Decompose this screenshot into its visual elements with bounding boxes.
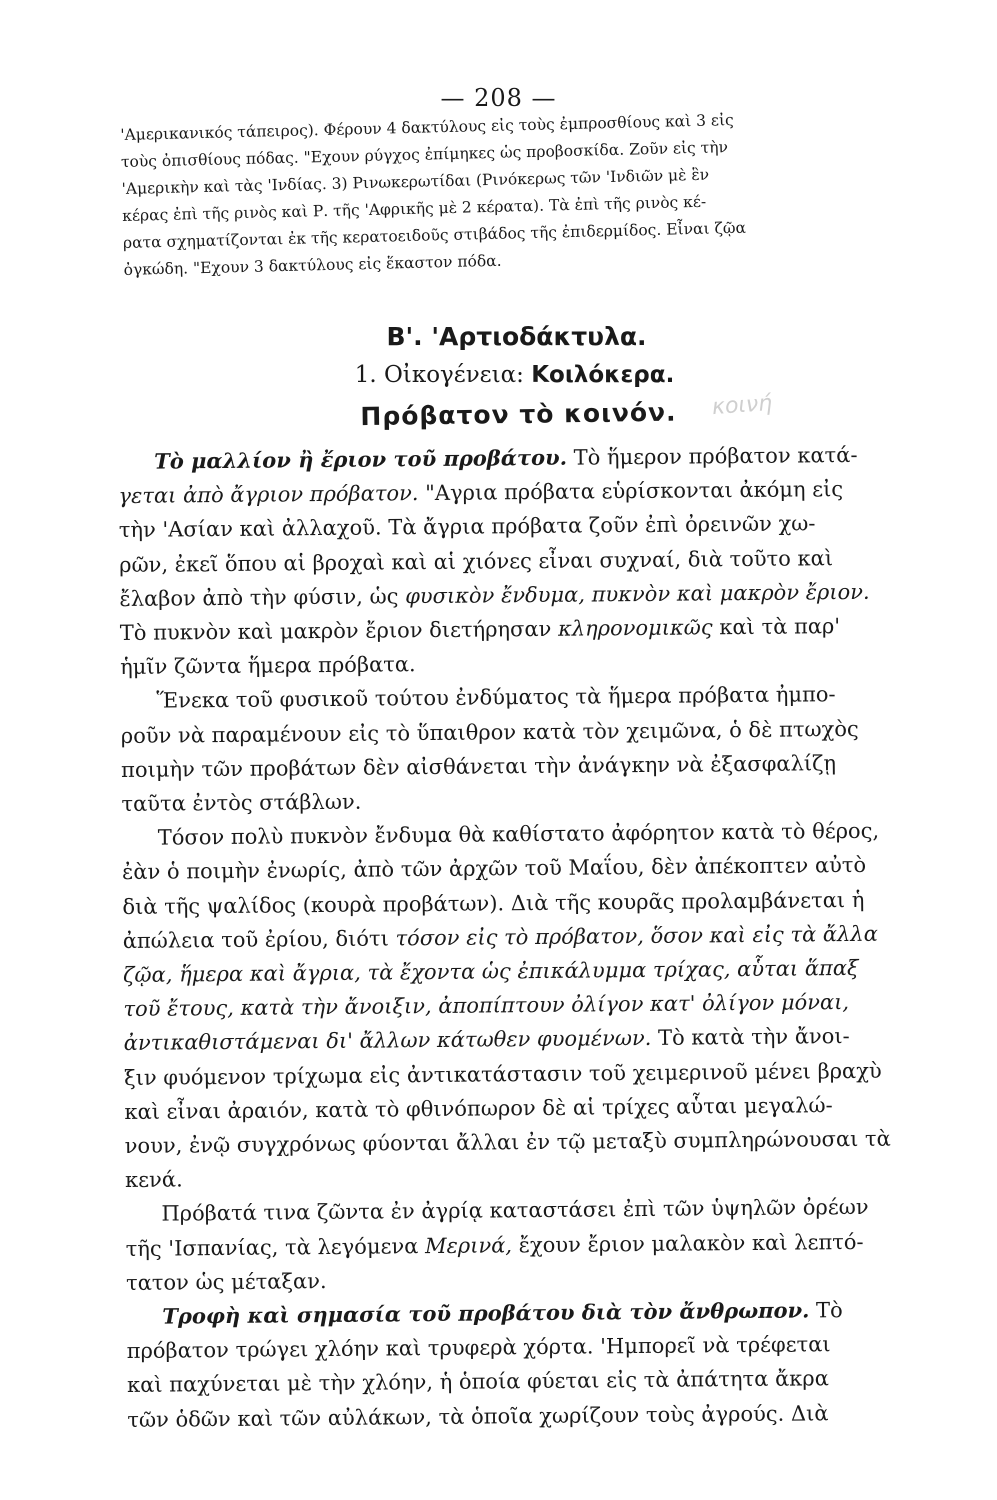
page-title: Πρόβατον τὸ κοινόν.: [360, 397, 677, 432]
text-line: ἡμῖν ζῶντα ἥμερα πρόβατα.: [120, 652, 416, 680]
text-line: Ἕνεκα τοῦ φυσικοῦ τούτου ἐνδύματος τὰ ἥμερα πρόβατα ἠμπο-: [156, 682, 836, 714]
text-line: κενά.: [124, 1167, 183, 1193]
text-line: ρατα σχηματίζονται ἐκ τῆς κερατοειδοῦς στιβάδος τῆς ἐπιδερμίδος. Εἶναι ζῷα: [122, 218, 747, 252]
text-line: ξιν φυόμενον τρίχωμα εἰς ἀντικατάστασιν τοῦ χειμερινοῦ μένει βραχὺ: [123, 1058, 882, 1090]
body-text: [118, 437, 959, 1437]
section-heading: Β'. 'Αρτιοδάκτυλα.: [386, 322, 647, 351]
text-line: γεται ἀπὸ ἄγριον πρόβατον. "Αγρια πρόβατα εὑρίσκονται ἀκόμη εἰς: [118, 477, 844, 509]
text-line: Τὸ μαλλίον ἢ ἔριον τοῦ προβάτου. Τὸ ἥμερον πρόβατον κατά-: [154, 442, 858, 474]
text-line: τῆς 'Ισπανίας, τὰ λεγόμενα Μερινά, ἔχουν ἔριον μαλακὸν καὶ λεπτό-: [125, 1229, 864, 1261]
text-line: 'Αμερικανικός τάπειρος). Φέρουν 4 δακτύλους εἰς τοὺς ἐμπροσθίους καὶ 3 εἰς: [120, 111, 734, 144]
text-line: τὴν 'Ασίαν καὶ ἀλλαχοῦ. Τὰ ἄγρια πρόβατα ζοῦν ἐπὶ ὀρεινῶν χω-: [118, 511, 816, 543]
text-line: ζῷα, ἥμερα καὶ ἄγρια, τὰ ἔχοντα ὡς ἐπικάλυμμα τρίχας, αὗται ἅπαξ: [122, 955, 859, 988]
text-line: Πρόβατά τινα ζῶντα ἐν ἀγρίᾳ καταστάσει ἐπὶ τῶν ὑψηλῶν ὀρέων: [161, 1195, 869, 1227]
family-label: 1. Οἰκογένεια:: [354, 362, 524, 388]
page-number: — 208 —: [440, 84, 557, 112]
family-heading: [0, 362, 997, 388]
text-line: καὶ παχύνεται μὲ τὴν χλόην, ἡ ὁποία φύεται εἰς τὰ ἀπάτητα ἄκρα: [126, 1366, 829, 1398]
faint-handwriting: κοινή: [711, 390, 773, 421]
text-line: πρόβατον τρώγει χλόην καὶ τρυφερὰ χόρτα. 'Ημπορεῖ νὰ τρέφεται: [126, 1332, 831, 1364]
text-line: Τροφὴ καὶ σημασία τοῦ προβάτου διὰ τὸν ἄνθρωπον. Τὸ: [162, 1297, 843, 1329]
family-name: Κοιλόκερα.: [531, 362, 675, 388]
text-line: ἀντικαθιστάμεναι δι' ἄλλων κάτωθεν φυομένων. Τὸ κατὰ τὴν ἄνοι-: [123, 1024, 850, 1056]
text-line: ρῶν, ἐκεῖ ὅπου αἱ βροχαὶ καὶ αἱ χιόνες εἶναι συχναί, διὰ τοῦτο καὶ: [119, 545, 834, 577]
text-line: Τόσον πολὺ πυκνὸν ἔνδυμα θὰ καθίστατο ἀφόρητον κατὰ τὸ θέρος,: [157, 818, 880, 850]
text-line: ἐὰν ὁ ποιμὴν ἐνωρίς, ἀπὸ τῶν ἀρχῶν τοῦ Μαΐου, δὲν ἀπέκοπτεν αὐτὸ: [121, 853, 867, 885]
text-line: καὶ εἶναι ἀραιόν, κατὰ τὸ φθινόπωρον δὲ αἱ τρίχες αὗται μεγαλώ-: [124, 1093, 833, 1124]
text-line: κέρας ἐπὶ τῆς ρινὸς καὶ Ρ. τῆς 'Αφρικῆς μὲ 2 κέρατα). Τὰ ἐπὶ τῆς ρινὸς κέ-: [122, 192, 707, 225]
text-line: Τὸ πυκνὸν καὶ μακρὸν ἔριον διετήρησαν κληρονομικῶς καὶ τὰ παρ': [119, 614, 841, 646]
text-line: ὀγκώδη. "Εχουν 3 δακτύλους εἰς ἕκαστον πόδα.: [123, 251, 502, 279]
text-line: ποιμὴν τῶν προβάτων δὲν αἰσθάνεται τὴν ἀνάγκην νὰ ἐξασφαλίζῃ: [121, 750, 837, 782]
text-line: νουν, ἐνῷ συγχρόνως φύονται ἄλλαι ἐν τῷ μεταξὺ συμπληρώνουσαι τὰ: [124, 1126, 891, 1159]
text-line: ἔλαβον ἀπὸ τὴν φύσιν, ὡς φυσικὸν ἔνδυμα, πυκνὸν καὶ μακρὸν ἔριον.: [119, 579, 870, 611]
text-line: τῶν ὁδῶν καὶ τῶν αὐλάκων, τὰ ὁποῖα χωρίζουν τοὺς ἀγρούς. Διὰ: [127, 1400, 829, 1432]
small-print-block: [120, 102, 962, 284]
text-line: ροῦν νὰ παραμένουν εἰς τὸ ὕπαιθρον κατὰ τὸν χειμῶνα, ὁ δὲ πτωχὸς: [120, 716, 859, 748]
text-line: τατον ὡς μέταξαν.: [125, 1268, 327, 1295]
text-line: τοὺς ὀπισθίους πόδας. "Εχουν ρύγχος ἐπίμηκες ὡς προβοσκίδα. Ζοῦν εἰς τὴν: [120, 138, 729, 171]
text-line: ταῦτα ἐντὸς στάβλων.: [121, 789, 362, 817]
text-line: διὰ τῆς ψαλίδος (κουρὰ προβάτων). Διὰ τῆς κουρᾶς προλαμβάνεται ἡ: [122, 887, 865, 919]
text-line: ἀπώλεια τοῦ ἐρίου, διότι τόσον εἰς τὸ πρόβατον, ὅσον καὶ εἰς τὰ ἄλλα: [122, 921, 878, 953]
text-line: τοῦ ἔτους, κατὰ τὴν ἄνοιξιν, ἀποπίπτουν ὀλίγον κατ' ὀλίγον μόναι,: [123, 990, 850, 1022]
text-line: 'Αμερικὴν καὶ τὰς 'Ινδίας. 3) Ρινωκερωτίδαι (Ρινόκερως τῶν 'Ινδιῶν μὲ ἓν: [121, 165, 710, 198]
